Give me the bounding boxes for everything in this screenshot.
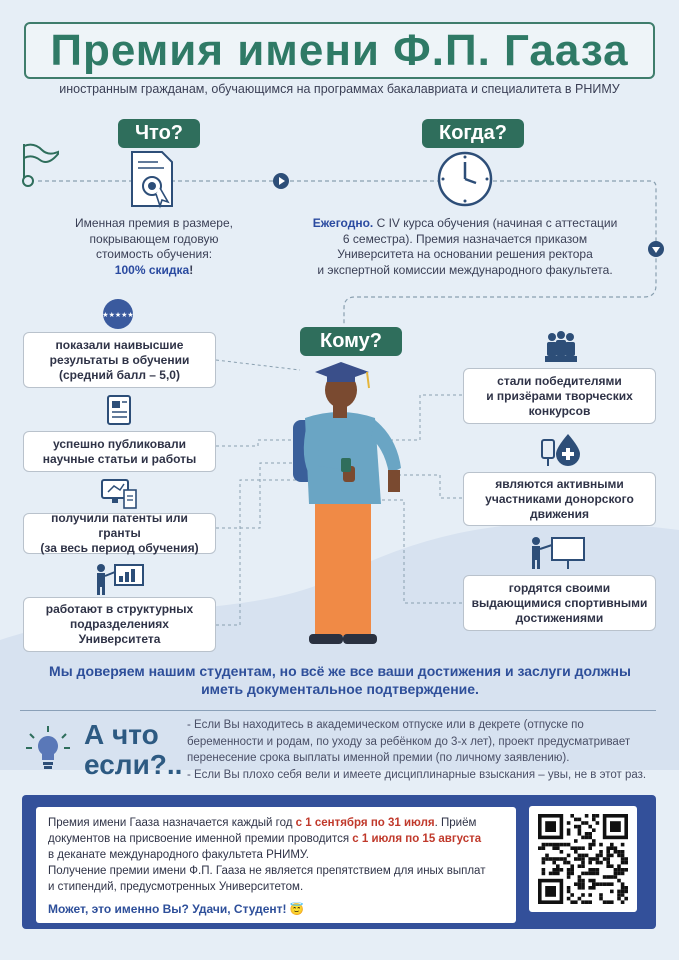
when-line-2: 6 семестра). Премия назначается приказом [342,231,588,246]
note-line: - Если Вы плохо себя вели и имеете дисциплинарные взыскания – увы, не в этот раз. [187,768,647,781]
team-icon [543,330,579,366]
qr-code[interactable] [538,814,628,904]
criterion-publications [23,431,216,472]
info-p1a: Премия имени Гааза назначается каждый год [48,817,296,829]
criterion-grades-line-2: результаты в обучении [49,352,190,367]
when-tag: Когда? [422,119,524,148]
criterion-donors-line-2: участниками донорского [485,491,634,506]
criterion-donors [463,472,656,526]
info-p1b: . Приём [434,817,477,829]
when-line-4: и экспертной комиссии международного факультета. [317,262,613,277]
computer-patent-icon [100,478,138,510]
criterion-university-work-line-1: работают в структурных [45,602,194,616]
info-p4: Получение премии имени Ф.П. Гааза не является препятствием для иных выплат [48,865,486,877]
criterion-sports [463,575,656,631]
trust-line-1: Мы доверяем нашим студентам, но всё же все ваши достижения и заслуги должны [49,663,631,679]
info-date-1: с 1 сентября по 31 июля [295,817,435,829]
criterion-donors-line-1: являются активными [495,476,624,491]
criterion-patents-line-1: получили патенты или гранты [51,511,188,540]
note-line: перенесение срока выплаты именной премии (по личному заявлению). [187,752,570,764]
when-lead: Ежегодно. [312,216,374,230]
discount-excl: ! [189,262,194,277]
info-text [36,807,516,923]
criterion-sports-line-2: выдающимися спортивными [471,595,648,610]
when-line-1: С IV курса обучения (начиная с аттестации [373,216,618,230]
what-if-notes [187,717,657,783]
criterion-contests-line-3: конкурсов [528,403,591,418]
info-date-2: с 1 июля по 15 августа [352,833,482,845]
student-illustration [285,358,415,648]
info-p3: в деканате международного факультета РНИМУ. [48,849,309,861]
what-if-line-2: если?.. [84,749,183,780]
criterion-contests-line-2: и призёрами творческих [486,388,633,403]
smile-emoji-icon: 😇 [289,904,305,916]
when-line-3: Университета на основании решения ректора [337,247,593,261]
what-description [64,216,244,278]
article-icon [106,394,132,426]
what-if-heading [84,720,182,780]
qr-code-frame [529,806,637,912]
presentation-icon [93,562,145,596]
note-line: - Если Вы находитесь в академическом отпуске или в декрете (отпуске по [187,719,584,731]
criterion-grades [23,332,216,388]
info-p2a: документов на присвоение именной премии проводится [48,833,353,845]
what-line-2: покрывающем годовую [89,231,219,246]
divider [20,710,656,711]
what-line-1: Именная премия в размере, [75,216,233,230]
criterion-contests-line-1: стали победителями [497,373,622,388]
criterion-patents-line-2: (за весь период обучения) [40,541,199,555]
criterion-sports-line-3: достижениями [515,610,604,625]
certificate-icon [128,150,180,210]
criterion-contests [463,368,656,424]
blood-donation-icon [540,432,582,468]
criterion-grades-line-1: показали наивысшие [55,337,184,352]
criterion-university-work [23,597,216,652]
note-line: беременности и родам, по уходу за ребёнком до 3-х лет), проект предусматривает [187,735,631,748]
what-line-3: стоимость обучения: [95,247,213,261]
what-tag: Что? [118,119,200,148]
criterion-donors-line-3: движения [529,506,589,521]
discount-text: 100% скидка [114,262,190,277]
svg-text:★★★★★: ★★★★★ [102,311,134,319]
clock-icon [436,150,494,208]
flag-icon [18,142,62,188]
subtitle: иностранным гражданам, обучающимся на программах бакалавриата и специалитета в РНИМУ [59,82,620,96]
sports-presentation-icon [528,535,588,571]
page-title: Премия имени Ф.П. Гааза [50,26,629,75]
info-p5: и стипендий, предусмотренных Университетом. [48,881,304,893]
criterion-grades-line-3: (средний балл – 5,0) [59,367,180,382]
trust-line-2: иметь документальное подтверждение. [201,681,479,697]
lightbulb-icon [24,724,72,772]
criterion-publications-line-1: успешно публиковали [52,436,186,451]
down-arrow-icon [647,240,665,258]
what-if-line-1: А что [84,719,159,750]
play-arrow-icon [272,172,290,190]
rating-stars-icon [102,298,134,330]
trust-statement [20,662,660,698]
whom-tag: Кому? [300,327,402,356]
closing-text: Может, это именно Вы? Удачи, Студент! [48,902,287,916]
criterion-publications-line-2: научные статьи и работы [42,451,197,466]
criterion-patents [23,513,216,554]
criterion-sports-line-1: гордятся своими [508,580,611,595]
when-description [300,216,630,278]
criterion-university-work-line-2: подразделениях Университета [70,617,169,646]
